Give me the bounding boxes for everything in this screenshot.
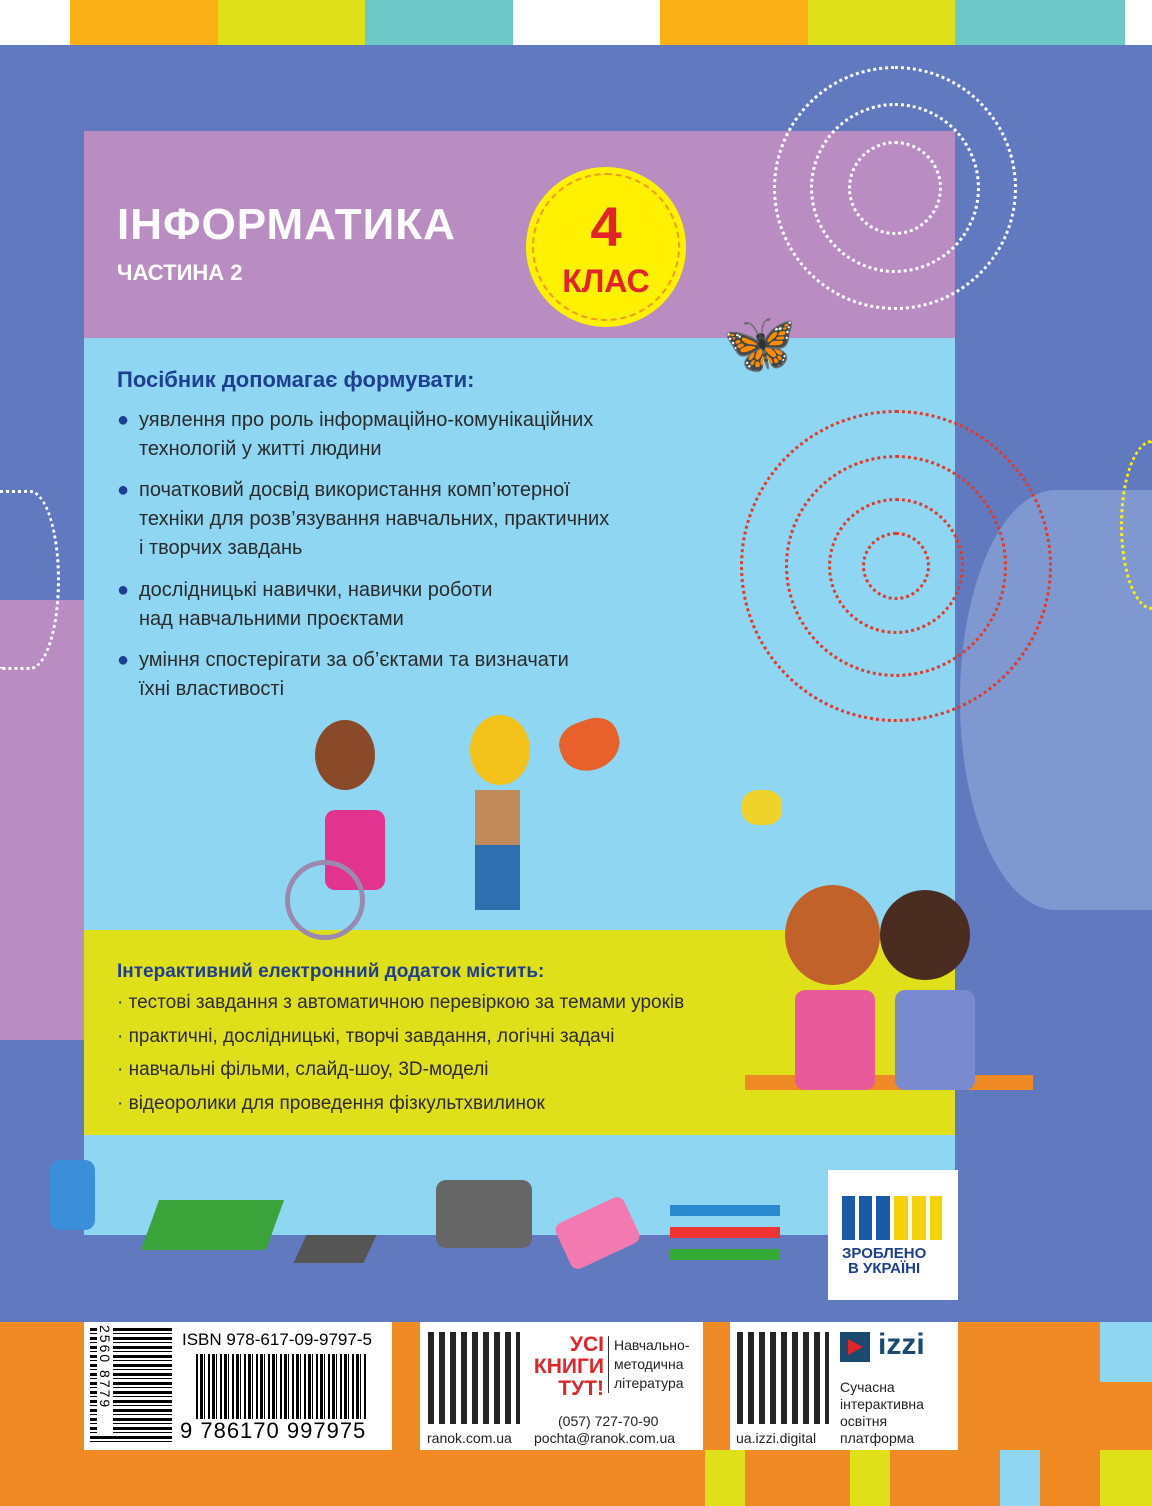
children-bench-illustration bbox=[745, 880, 1035, 1130]
boy-illustration bbox=[440, 715, 540, 910]
interactive-heading: Інтерактивний електронний додаток містить: bbox=[117, 961, 545, 982]
ranok-box bbox=[420, 1322, 703, 1450]
butterfly-icon: 🦋 bbox=[722, 310, 797, 377]
made-in-line: ЗРОБЛЕНО bbox=[842, 1245, 927, 1262]
stripe bbox=[365, 0, 513, 45]
desc-text: література bbox=[614, 1375, 684, 1391]
stripe bbox=[955, 0, 1125, 45]
promo-text: ТУТ! bbox=[558, 1377, 604, 1400]
promo-text: КНИГИ bbox=[533, 1355, 604, 1378]
benefit-item: ● уявлення про роль інформаційно-комунікаційних технологій у житті людини bbox=[117, 409, 594, 460]
izzi-box bbox=[730, 1322, 958, 1450]
barcode-side-number: 2560 8779 bbox=[97, 1325, 113, 1435]
stripe bbox=[70, 0, 218, 45]
made-in-ukraine-badge bbox=[828, 1170, 958, 1300]
book-part: ЧАСТИНА 2 bbox=[117, 260, 243, 285]
qr-code bbox=[737, 1332, 829, 1424]
interactive-item: · навчальні фільми, слайд-шоу, 3D-моделі bbox=[117, 1059, 489, 1080]
camera-icon bbox=[436, 1180, 532, 1248]
email-link[interactable]: pochta@ranok.com.ua bbox=[534, 1430, 676, 1446]
ean-number: 9 786170 997975 bbox=[180, 1418, 367, 1443]
isbn-label: ISBN 978-617-09-9797-5 bbox=[182, 1330, 372, 1349]
izzi-desc: освітня bbox=[840, 1413, 888, 1429]
butterfly-icon bbox=[742, 790, 782, 825]
made-in-line: В УКРАЇНІ bbox=[848, 1260, 921, 1277]
stripe bbox=[218, 0, 365, 45]
stripe bbox=[513, 0, 660, 45]
girl-wheelchair-illustration bbox=[285, 720, 415, 935]
stripe bbox=[1100, 1450, 1152, 1506]
interactive-item: · відеоролики для проведення фізкультхвилинок bbox=[117, 1093, 545, 1114]
ranok-link[interactable]: ranok.com.ua bbox=[427, 1430, 512, 1446]
grade-badge bbox=[526, 167, 686, 327]
grade-number: 4 bbox=[590, 195, 622, 258]
benefits-heading: Посібник допомагає формувати: bbox=[117, 367, 475, 392]
interactive-item: · тестові завдання з автоматичною перевіркою за темами уроків bbox=[117, 992, 685, 1013]
stripe bbox=[808, 0, 955, 45]
stripe bbox=[0, 0, 70, 45]
notebook-icon bbox=[141, 1200, 284, 1250]
barcode bbox=[196, 1354, 366, 1419]
benefit-item: ● початковий досвід використання комп’ютерної техніки для розв’язування навчальних, практичних і творчих завдань bbox=[117, 479, 610, 559]
stripe bbox=[660, 0, 808, 45]
izzi-logo: izzi bbox=[878, 1328, 925, 1361]
dotted-circle bbox=[862, 532, 930, 600]
dotted-circle bbox=[0, 490, 60, 670]
qr-code bbox=[428, 1332, 520, 1424]
grade-label: КЛАС bbox=[562, 263, 650, 299]
dotted-circle bbox=[848, 141, 942, 235]
phone-number[interactable]: (057) 727-70-90 bbox=[558, 1413, 659, 1429]
benefit-item: ● уміння спостерігати за об’єктами та визначати їхні властивості bbox=[117, 649, 569, 700]
pencils-icon bbox=[670, 1205, 780, 1260]
interactive-item: · практичні, дослідницькі, творчі завдання, логічні задачі bbox=[117, 1026, 615, 1047]
izzi-logo-icon bbox=[840, 1332, 870, 1362]
izzi-desc: інтерактивна bbox=[840, 1396, 924, 1412]
stripe bbox=[850, 1450, 890, 1506]
promo-text: УСІ bbox=[569, 1333, 604, 1356]
stripe bbox=[1000, 1450, 1040, 1506]
stripe bbox=[1100, 1322, 1152, 1382]
usb-drive-icon bbox=[50, 1160, 95, 1230]
izzi-desc: платформа bbox=[840, 1430, 915, 1446]
desc-text: Навчально- bbox=[614, 1337, 690, 1353]
izzi-link[interactable]: ua.izzi.digital bbox=[736, 1430, 817, 1446]
izzi-desc: Сучасна bbox=[840, 1379, 895, 1395]
stripe bbox=[705, 1450, 745, 1506]
benefit-item: ● дослідницькі навички, навички роботи над навчальними проєктами bbox=[117, 579, 493, 630]
desc-text: методична bbox=[614, 1356, 684, 1372]
book-title: ІНФОРМАТИКА bbox=[117, 200, 456, 249]
tablet-icon bbox=[293, 1235, 376, 1263]
isbn-box bbox=[84, 1322, 392, 1450]
stripe bbox=[1125, 0, 1152, 45]
